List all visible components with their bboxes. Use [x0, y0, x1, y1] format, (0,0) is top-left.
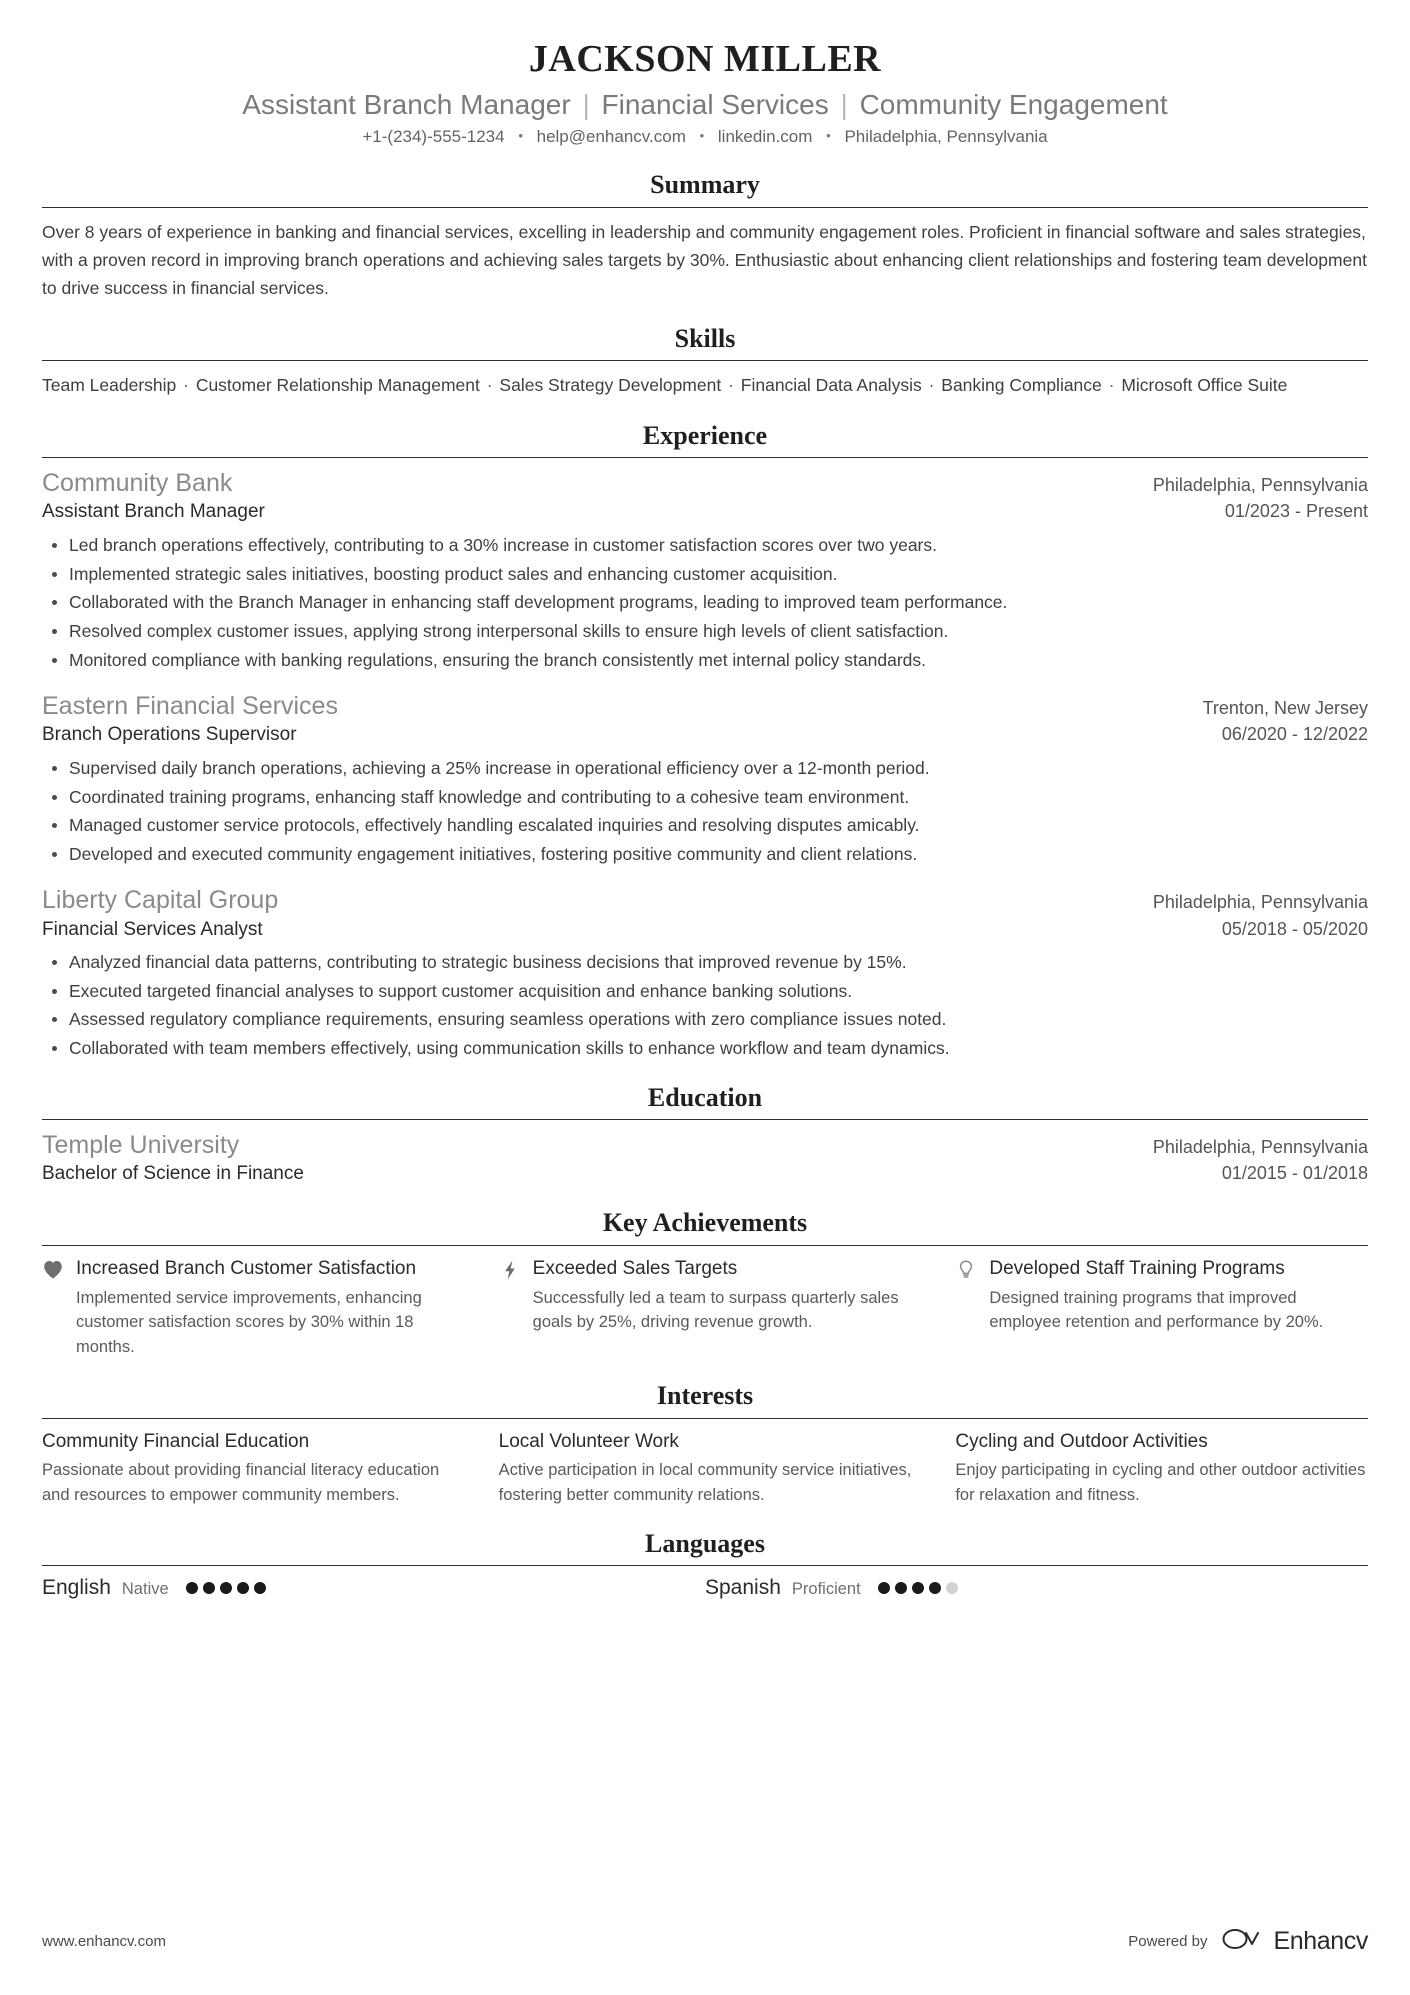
experience-dates: 05/2018 - 05/2020: [1221, 918, 1368, 939]
proficiency-dot: [878, 1582, 890, 1594]
experience-location: Philadelphia, Pennsylvania: [1152, 892, 1368, 913]
achievement-title: Exceeded Sales Targets: [532, 1257, 738, 1279]
experience-entries: [42, 468, 1368, 1061]
contact-bullet-icon-2: •: [699, 128, 705, 144]
experience-bullet: Implemented strategic sales initiatives, boosting product sales and enhancing customer acquisition.: [42, 561, 1368, 588]
candidate-headline: [42, 88, 1368, 122]
languages-entries: [42, 1576, 1368, 1600]
skill-separator-icon: ·: [1103, 375, 1120, 396]
section-divider-summary: [42, 207, 1368, 208]
experience-job-title: Assistant Branch Manager: [42, 501, 265, 523]
language-item: [42, 1576, 705, 1600]
interest-columns: [42, 1429, 1368, 1508]
achievement-header: [42, 1256, 455, 1282]
section-divider-achievements: [42, 1245, 1368, 1246]
proficiency-dot: [912, 1582, 924, 1594]
proficiency-dot: [895, 1582, 907, 1594]
experience-bullet: Assessed regulatory compliance requirements, ensuring seamless operations with zero compliance issues noted.: [42, 1006, 1368, 1033]
section-divider-languages: [42, 1565, 1368, 1566]
proficiency-dot: [203, 1582, 215, 1594]
proficiency-dot: [186, 1582, 198, 1594]
skill-item: Banking Compliance: [941, 375, 1102, 396]
enhancv-mark-icon: [1222, 1926, 1266, 1957]
contact-location: Philadelphia, Pennsylvania: [844, 127, 1048, 147]
experience-bullet: Collaborated with team members effectively, using communication skills to enhance workflow and team dynamics.: [42, 1035, 1368, 1062]
section-divider-education: [42, 1119, 1368, 1120]
lightning-bolt-icon: [499, 1256, 521, 1282]
section-skills: [42, 325, 1368, 400]
skill-separator-icon: ·: [178, 375, 194, 396]
skill-separator-icon: ·: [723, 375, 739, 396]
achievement-item: [955, 1256, 1368, 1360]
language-proficiency-dots: [872, 1582, 958, 1594]
section-title-summary: Summary: [650, 170, 760, 200]
headline-part-2: Financial Services: [601, 88, 829, 120]
skill-separator-icon: ·: [481, 375, 498, 396]
experience-bullet: Supervised daily branch operations, achieving a 25% increase in operational efficiency over a 12-month period.: [42, 755, 1368, 782]
education-entry: [42, 1130, 1368, 1187]
education-entry-top-row: [42, 1130, 1368, 1161]
language-item: [705, 1576, 1368, 1600]
section-divider-skills: [42, 360, 1368, 361]
contact-bullet-icon-1: •: [518, 128, 523, 144]
candidate-name: JACKSON MILLER: [528, 38, 882, 80]
skill-item: Financial Data Analysis: [740, 375, 922, 396]
headline-separator-1: |: [582, 88, 590, 120]
section-title-education: Education: [647, 1082, 763, 1112]
experience-bullet: Monitored compliance with banking regulations, ensuring the branch consistently met internal policy standards.: [42, 647, 1368, 674]
interest-description: Passionate about providing financial literacy education and resources to empower community members.: [42, 1461, 440, 1504]
section-title-languages: Languages: [645, 1528, 765, 1558]
education-school: Temple University: [42, 1131, 240, 1160]
experience-company: Eastern Financial Services: [42, 692, 338, 721]
education-degree: Bachelor of Science in Finance: [42, 1163, 304, 1185]
skill-item: Microsoft Office Suite: [1121, 375, 1288, 396]
achievement-item: [42, 1256, 455, 1360]
education-dates: 01/2015 - 01/2018: [1221, 1163, 1368, 1184]
achievement-item: [499, 1256, 912, 1360]
experience-company: Community Bank: [42, 469, 233, 498]
headline-separator-2: |: [840, 88, 848, 120]
experience-bullet-list: [42, 949, 1368, 1061]
achievement-header: [499, 1256, 912, 1282]
section-interests: [42, 1382, 1368, 1508]
experience-job-title: Financial Services Analyst: [42, 918, 263, 940]
interest-item: [42, 1429, 455, 1508]
language-level: Proficient: [791, 1580, 861, 1599]
powered-by-label: Powered by: [1128, 1933, 1208, 1950]
experience-entry-top-row: [42, 691, 1368, 722]
education-entry-second-row: [42, 1161, 1368, 1187]
achievement-title: Developed Staff Training Programs: [989, 1257, 1285, 1279]
experience-bullet: Coordinated training programs, enhancing staff knowledge and contributing to a cohesive team environment.: [42, 784, 1368, 811]
education-entries: [42, 1130, 1368, 1187]
skill-separator-icon: ·: [923, 375, 940, 396]
language-name: English: [42, 1576, 111, 1600]
language-proficiency-dots: [180, 1582, 266, 1594]
page-footer: [42, 1926, 1368, 1957]
experience-location: Trenton, New Jersey: [1202, 698, 1368, 719]
experience-entry-second-row: [42, 917, 1368, 943]
resume-header: [42, 30, 1368, 149]
experience-bullet: Resolved complex customer issues, applying strong interpersonal skills to ensure high levels of client satisfaction.: [42, 618, 1368, 645]
proficiency-dot: [929, 1582, 941, 1594]
experience-bullet: Developed and executed community engagement initiatives, fostering positive community and client relations.: [42, 841, 1368, 868]
enhancv-logo: [1222, 1926, 1369, 1957]
language-name: Spanish: [705, 1576, 781, 1600]
contact-line: [42, 125, 1368, 149]
proficiency-dot: [946, 1582, 958, 1594]
education-location: Philadelphia, Pennsylvania: [1152, 1137, 1368, 1158]
section-achievements: [42, 1209, 1368, 1360]
experience-entry: [42, 691, 1368, 867]
interest-title: Cycling and Outdoor Activities: [955, 1430, 1208, 1452]
enhancv-wordmark: Enhancv: [1273, 1927, 1368, 1955]
achievement-columns: [42, 1256, 1368, 1360]
experience-bullet: Executed targeted financial analyses to support customer acquisition and enhance banking solutions.: [42, 978, 1368, 1005]
skill-item: Team Leadership: [42, 375, 177, 396]
footer-brand-group: [1128, 1926, 1368, 1957]
headline-part-3: Community Engagement: [859, 88, 1168, 120]
interest-item: [499, 1429, 912, 1508]
experience-entry-top-row: [42, 468, 1368, 499]
experience-job-title: Branch Operations Supervisor: [42, 724, 297, 746]
language-level: Native: [121, 1580, 169, 1599]
experience-bullet-list: [42, 532, 1368, 673]
summary-text: Over 8 years of experience in banking and financial services, excelling in leadership and community engagement roles. Proficient in financial software and sales strategies, with a proven record in improving branch operations and achieving sales targets by 30%. Enthusiastic about enhancing client relationships and fostering team development to drive success in financial services.: [42, 221, 1367, 299]
contact-linkedin[interactable]: linkedin.com: [717, 127, 813, 147]
contact-phone: +1-(234)-555-1234: [362, 127, 505, 147]
achievement-description: Successfully led a team to surpass quarterly sales goals by 25%, driving revenue growth.: [532, 1288, 899, 1332]
experience-entry-second-row: [42, 499, 1368, 525]
experience-entry: [42, 885, 1368, 1061]
interest-description: Active participation in local community service initiatives, fostering better community relations.: [498, 1461, 912, 1504]
achievement-header: [955, 1256, 1368, 1282]
experience-dates: 01/2023 - Present: [1224, 501, 1368, 522]
proficiency-dot: [254, 1582, 266, 1594]
proficiency-dot: [220, 1582, 232, 1594]
skill-item: Sales Strategy Development: [499, 375, 722, 396]
experience-bullet: Analyzed financial data patterns, contributing to strategic business decisions that improved revenue by 15%.: [42, 949, 1368, 976]
footer-url[interactable]: www.enhancv.com: [42, 1933, 166, 1950]
skill-item: Customer Relationship Management: [195, 375, 480, 396]
lightbulb-icon: [955, 1256, 977, 1282]
experience-bullet-list: [42, 755, 1368, 867]
interest-item: [955, 1429, 1368, 1508]
section-title-interests: Interests: [656, 1380, 754, 1410]
experience-bullet: Collaborated with the Branch Manager in enhancing staff development programs, leading to improved team performance.: [42, 589, 1368, 616]
experience-bullet: Managed customer service protocols, effectively handling escalated inquiries and resolving disputes amicably.: [42, 812, 1368, 839]
section-languages: [42, 1530, 1368, 1601]
section-title-skills: Skills: [674, 323, 736, 353]
section-summary: [42, 171, 1368, 303]
heart-icon: [42, 1256, 64, 1282]
achievement-description: Implemented service improvements, enhancing customer satisfaction scores by 30% within 18 months.: [76, 1288, 422, 1357]
achievement-description: Designed training programs that improved employee retention and performance by 20%.: [989, 1288, 1324, 1332]
experience-entry: [42, 468, 1368, 673]
headline-part-1: Assistant Branch Manager: [242, 88, 571, 120]
interest-title: Community Financial Education: [42, 1430, 310, 1452]
section-divider-interests: [42, 1418, 1368, 1419]
experience-entry-top-row: [42, 885, 1368, 916]
proficiency-dot: [237, 1582, 249, 1594]
section-title-achievements: Key Achievements: [602, 1208, 808, 1238]
interest-description: Enjoy participating in cycling and other outdoor activities for relaxation and fitness.: [955, 1461, 1366, 1504]
interest-title: Local Volunteer Work: [498, 1430, 679, 1452]
contact-bullet-icon-3: •: [826, 128, 831, 144]
experience-dates: 06/2020 - 12/2022: [1221, 724, 1368, 745]
skills-list: [42, 371, 1368, 399]
experience-bullet: Led branch operations effectively, contributing to a 30% increase in customer satisfaction scores over two years.: [42, 532, 1368, 559]
section-divider-experience: [42, 457, 1368, 458]
contact-email[interactable]: help@enhancv.com: [536, 127, 686, 147]
section-education: [42, 1084, 1368, 1187]
section-title-experience: Experience: [642, 420, 768, 450]
achievement-title: Increased Branch Customer Satisfaction: [76, 1257, 417, 1279]
experience-location: Philadelphia, Pennsylvania: [1152, 475, 1368, 496]
experience-entry-second-row: [42, 722, 1368, 748]
experience-company: Liberty Capital Group: [42, 886, 279, 915]
section-experience: [42, 422, 1368, 1062]
